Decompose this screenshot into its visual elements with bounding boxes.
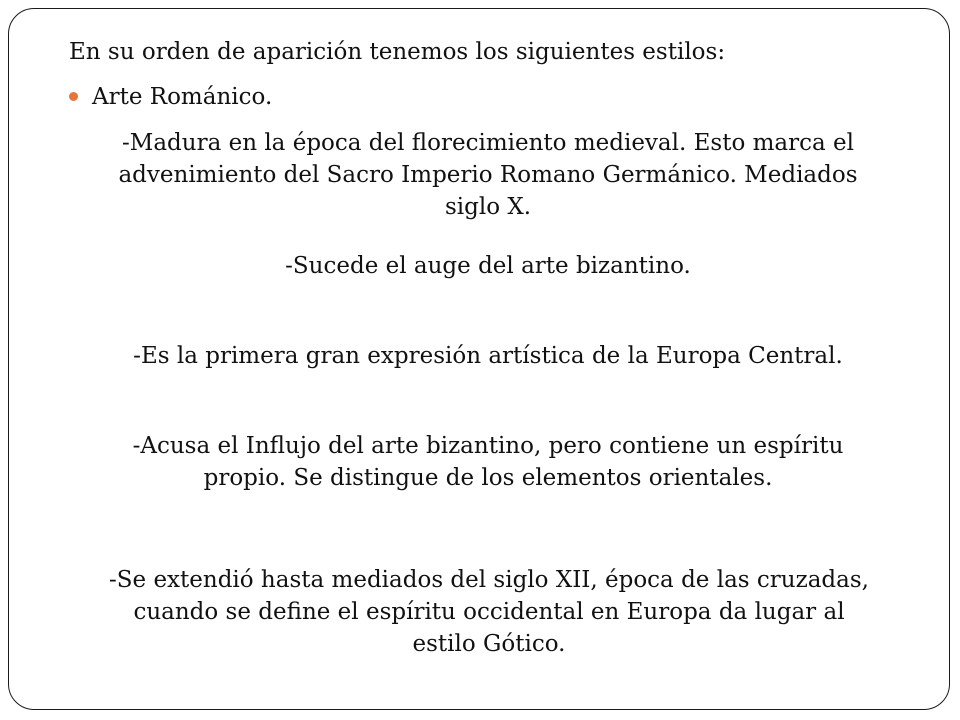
paragraph-madura <box>94 127 882 223</box>
bullet-dot-icon <box>69 92 78 101</box>
bullet-label: Arte Románico. <box>92 84 273 110</box>
paragraph-line: propio. Se distingue de los elementos orientales. <box>203 465 773 491</box>
paragraph-line: -Es la primera gran expresión artística de la Europa Central. <box>133 343 843 369</box>
paragraph-line: -Sucede el auge del arte bizantino. <box>285 253 691 279</box>
paragraph-extendio <box>90 564 888 660</box>
paragraph-line: advenimiento del Sacro Imperio Romano Germánico. Mediados <box>118 162 858 188</box>
bullet-item <box>69 81 272 113</box>
paragraph-primera <box>94 340 882 372</box>
paragraph-line: -Acusa el Influjo del arte bizantino, pero contiene un espíritu <box>132 433 844 459</box>
paragraph-line: -Madura en la época del florecimiento medieval. Esto marca el <box>122 130 854 156</box>
paragraph-sucede <box>94 250 882 282</box>
paragraph-acusa <box>94 430 882 494</box>
paragraph-line: estilo Gótico. <box>412 631 566 657</box>
paragraph-line: -Se extendió hasta mediados del siglo XII, época de las cruzadas, <box>109 567 869 593</box>
paragraph-line: siglo X. <box>444 194 532 220</box>
paragraph-line: cuando se define el espíritu occidental en Europa da lugar al <box>133 599 845 625</box>
intro-text: En su orden de aparición tenemos los siguientes estilos: <box>69 39 726 65</box>
